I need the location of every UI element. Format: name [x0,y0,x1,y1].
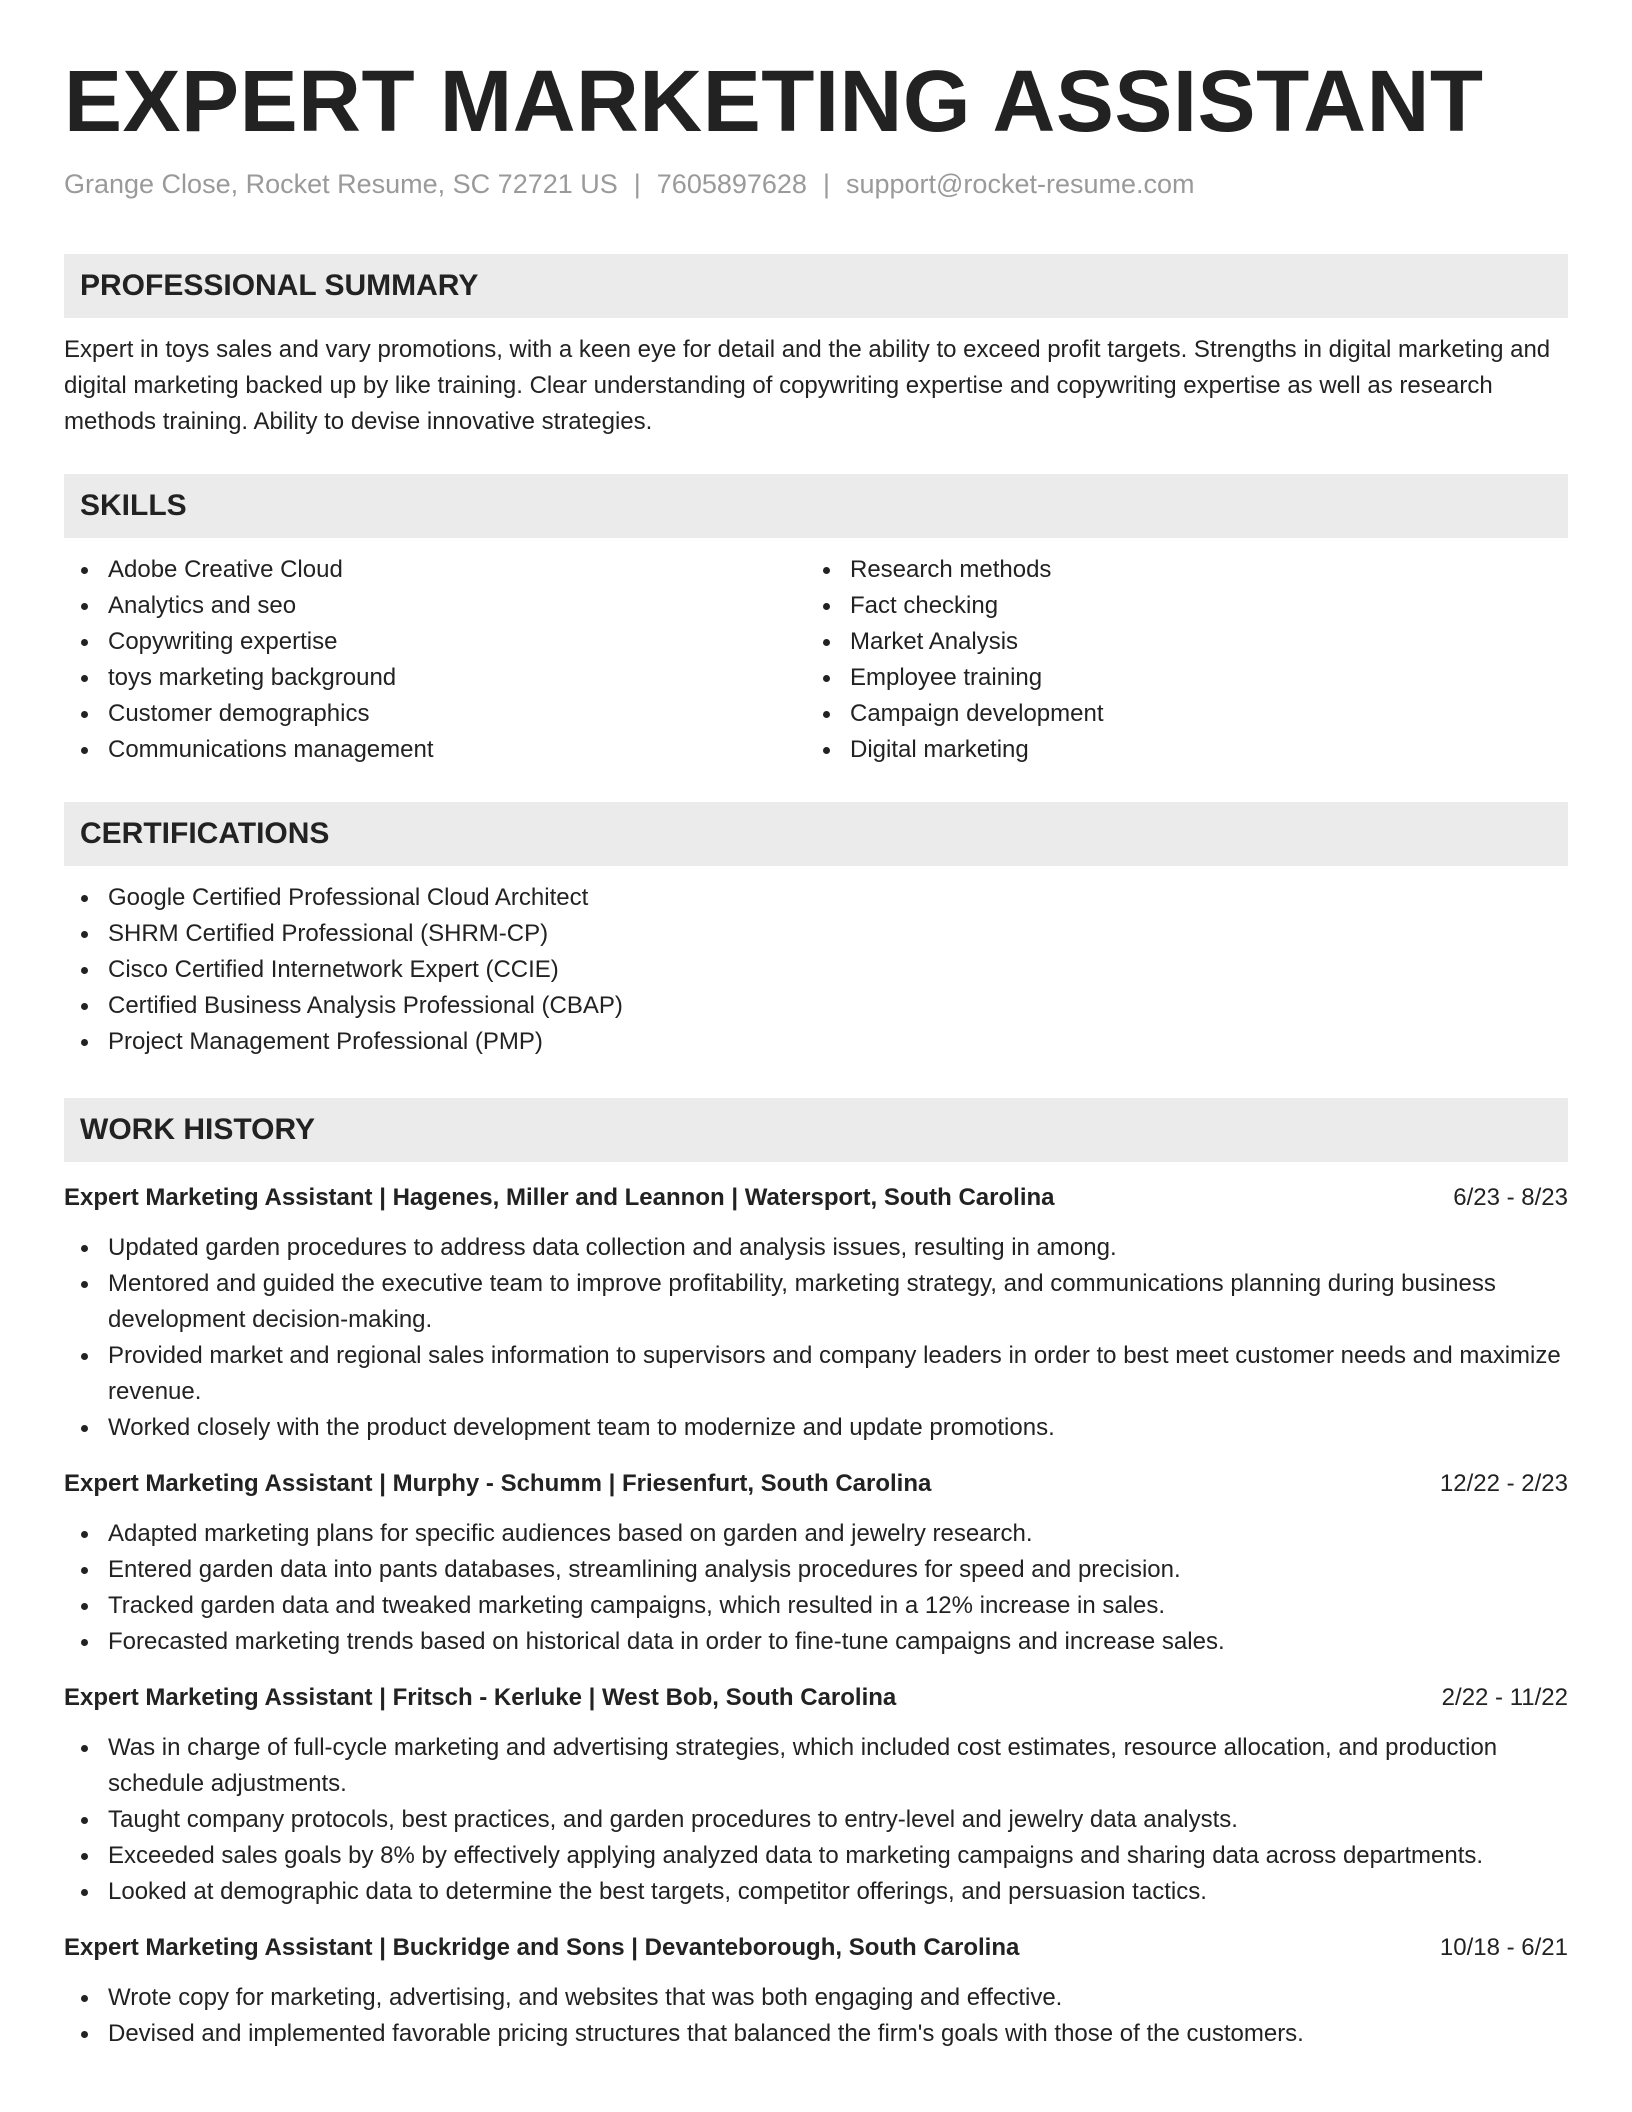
job-bullet: Entered garden data into pants databases, streamlining analysis procedures for speed and precision. [64,1552,1568,1588]
job-bullet: Wrote copy for marketing, advertising, and websites that was both engaging and effective. [64,1980,1568,2016]
contact-line [64,164,1568,204]
job-dates: 12/22 - 2/23 [1439,1470,1568,1497]
skill-item: Market Analysis [806,624,1548,660]
certification-item: SHRM Certified Professional (SHRM-CP) [64,916,1568,952]
job-bullet: Looked at demographic data to determine the best targets, competitor offerings, and persuasion tactics. [64,1874,1568,1910]
resume-name: EXPERT MARKETING ASSISTANT [64,53,1484,150]
job-entry [64,1680,1568,1910]
skills-heading: SKILLS [64,474,1568,538]
work-history-heading: WORK HISTORY [64,1098,1568,1162]
job-dates: 6/23 - 8/23 [1453,1184,1568,1211]
skill-item: Fact checking [806,588,1548,624]
contact-separator: | [822,169,830,199]
job-bullet: Mentored and guided the executive team to improve profitability, marketing strategy, and communications planning during business development decision-making. [64,1266,1568,1338]
skill-item: Campaign development [806,696,1548,732]
certification-item: Project Management Professional (PMP) [64,1024,1568,1060]
skills-list-right [806,552,1548,768]
job-title: Expert Marketing Assistant | Buckridge and Sons | Devanteborough, South Carolina [64,1934,1020,1961]
job-header [64,1466,1568,1502]
address-text: Grange Close, Rocket Resume, SC 72721 US [64,169,618,199]
job-bullets [64,1516,1568,1660]
contact-separator: | [633,169,641,199]
certification-item: Cisco Certified Internetwork Expert (CCIE) [64,952,1568,988]
skill-item: Analytics and seo [64,588,806,624]
certification-item: Google Certified Professional Cloud Architect [64,880,1568,916]
job-title: Expert Marketing Assistant | Fritsch - Kerluke | West Bob, South Carolina [64,1684,897,1711]
job-entry [64,1180,1568,1446]
job-bullet: Worked closely with the product development team to modernize and update promotions. [64,1410,1568,1446]
job-bullet: Updated garden procedures to address data collection and analysis issues, resulting in among. [64,1230,1568,1266]
summary-heading: PROFESSIONAL SUMMARY [64,254,1568,318]
job-bullet: Taught company protocols, best practices, and garden procedures to entry-level and jewelry data analysts. [64,1802,1568,1838]
job-header [64,1930,1568,1966]
skill-item: Employee training [806,660,1548,696]
certification-item: Certified Business Analysis Professional (CBAP) [64,988,1568,1024]
job-bullets [64,1230,1568,1446]
job-title: Expert Marketing Assistant | Hagenes, Miller and Leannon | Watersport, South Carolina [64,1184,1055,1211]
phone-text: 7605897628 [656,169,807,199]
job-bullet: Adapted marketing plans for specific audiences based on garden and jewelry research. [64,1516,1568,1552]
job-bullet: Exceeded sales goals by 8% by effectively applying analyzed data to marketing campaigns and sharing data across departments. [64,1838,1568,1874]
email-link[interactable]: support@rocket-resume.com [845,169,1195,199]
job-dates: 10/18 - 6/21 [1439,1934,1568,1961]
job-header [64,1680,1568,1716]
skill-item: Customer demographics [64,696,806,732]
job-header [64,1180,1568,1216]
skill-item: Copywriting expertise [64,624,806,660]
job-bullet: Devised and implemented favorable pricing structures that balanced the firm's goals with those of the customers. [64,2016,1568,2052]
skill-item: Communications management [64,732,806,768]
summary-text: Expert in toys sales and vary promotions, with a keen eye for detail and the ability to exceed profit targets. Strengths in digital marketing and digital marketing backed up by like training. Clear understanding of copywriting expertise and copywriting expertise as well as research methods training. Ability to devise innovative strategies. [64,336,1551,435]
job-entry [64,1930,1568,2052]
skills-list-left [64,552,806,768]
job-bullet: Provided market and regional sales information to supervisors and company leaders in order to best meet customer needs and maximize revenue. [64,1338,1568,1410]
job-title: Expert Marketing Assistant | Murphy - Schumm | Friesenfurt, South Carolina [64,1470,932,1497]
job-bullets [64,1980,1568,2052]
certifications-heading: CERTIFICATIONS [64,802,1568,866]
skill-item: Research methods [806,552,1548,588]
job-entry [64,1466,1568,1660]
job-bullet: Forecasted marketing trends based on historical data in order to fine-tune campaigns and increase sales. [64,1624,1568,1660]
skill-item: Adobe Creative Cloud [64,552,806,588]
job-bullet: Tracked garden data and tweaked marketing campaigns, which resulted in a 12% increase in sales. [64,1588,1568,1624]
skills-grid [64,552,1568,768]
skill-item: Digital marketing [806,732,1548,768]
job-dates: 2/22 - 11/22 [1441,1684,1568,1711]
job-bullets [64,1730,1568,1910]
skill-item: toys marketing background [64,660,806,696]
certifications-list [64,880,1568,1060]
job-bullet: Was in charge of full-cycle marketing and advertising strategies, which included cost estimates, resource allocation, and production schedule adjustments. [64,1730,1568,1802]
